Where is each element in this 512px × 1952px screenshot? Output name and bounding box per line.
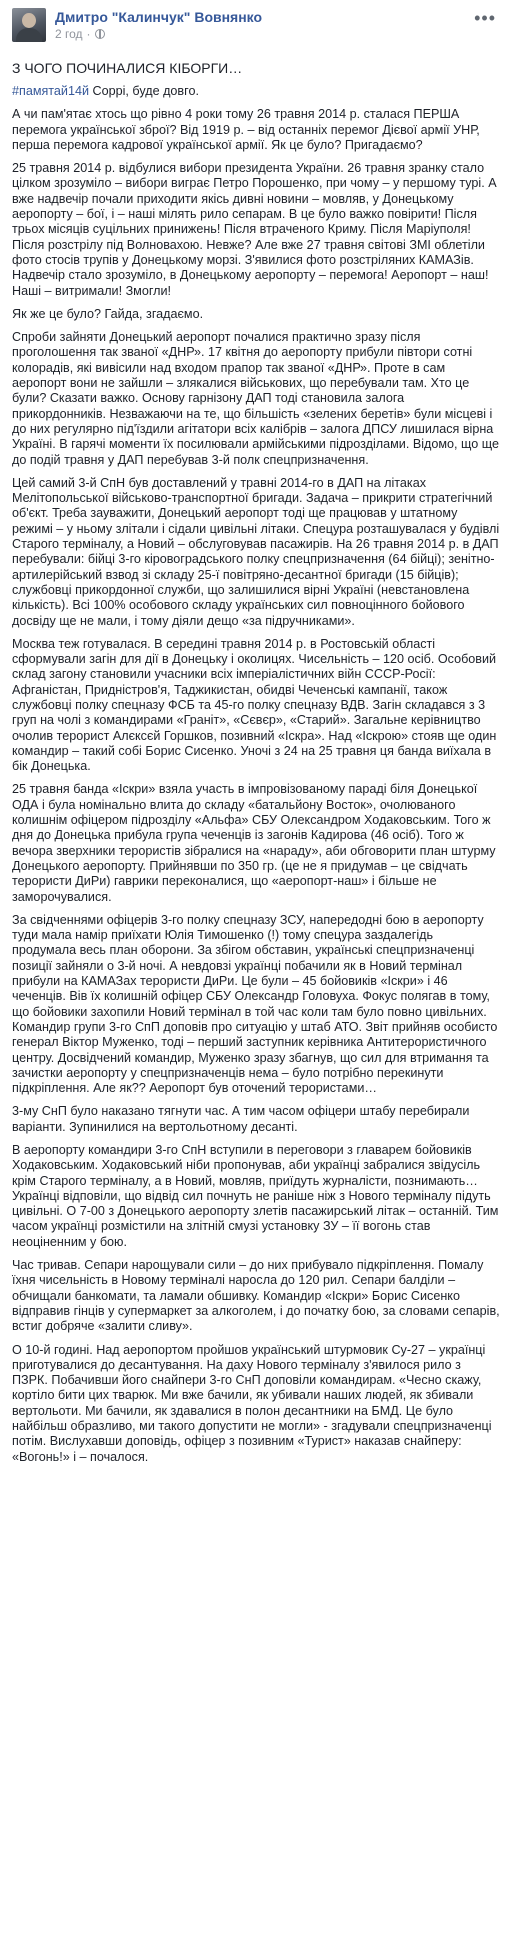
paragraph: О 10-й годині. Над аеропортом пройшов український штурмовик Су-27 – українці приготувалися до десантування. На даху Нового терміналу з'явилося рило з ПЗРК. Побачивши його снайпери 3-го СнП доповіли командирам. «Чесно скажу, кортіло бити цих тварюк. Ми вже бачили, як убивали наших людей, як збивали вертольоти. Ми бачили, як здавалися в полон десантники на БМД. Це було найбільш образливо, ми такого допустити не могли» - згадували спецпризначенці потім. Вислухавши доповідь, офіцер з позивним «Турист» наказав снайперу: «Вогонь!» і – почалося. [12, 1342, 492, 1464]
hashtag-link[interactable]: #памятай14й [12, 84, 90, 98]
post-body [12, 60, 500, 1465]
paragraph: За свідченнями офіцерів 3-го полку спецназу ЗСУ, напередодні бою в аеропорту туди мала намір приїхати Юлія Тимошенко (!) тому спецура заздалегідь продумала весь план оборони. За збігом обставин, українські спецпризначенці позиції зайняли о 3-й ночі. А невдовзі українці побачили як в Новий термінал прибули на КАМАЗах терористи ДиРи. Це були – 45 бойовиків «Іскри» і 46 чеченців. Вів їх колишній офіцер СБУ Олександр Головуха. Фокус полягав в тому, що бойовики захопили Новий термінал в той час коли там було повно цивільних. Командир групи 3-го СпП доповів про ситуацію у штаб АТО. Звіт прийняв особисто генерал Віктор Муженко, тоді – перший заступник керівника Антитерористичного центру. Досвідчений командир, Муженко зразу збагнув, що сил для втримання та зачистки аеропорту у спецпризначенців нема – було потрібно перекинути підкріплення. Але як?? Аеропорт був оточений терористами… [12, 912, 498, 1096]
paragraph: Як же це було? Гайда, згадаємо. [12, 306, 204, 321]
paragraph: Москва теж готувалася. В середині травня 2014 р. в Ростовській області сформували загін для дії в Донецьку і околицях. Чисельність – 120 осіб. Особовий склад загону становили учасники всіх імперіалістичних війн СССР-Росії: Афганістан, Придністров'я, Таджикистан, обидві Чеченські кампанії, також службовці полку спецназу ФСБ та 45-го полку спецназу ВДВ. Загін складався з 3 груп на чолі з командирами «Граніт», «Сєвєр», «Старий». Загальне керівництво очолив терорист Алєксєй Горшков, позивний «Іскра». Над «Іскрою» стояв ще один командир – такий собі Борис Сисенко. Уночі з 24 на 25 травня ця банда виїхала в бік Донецька. [12, 636, 497, 774]
paragraph: 25 травня банда «Іскри» взяла участь в імпровізованому параді біля Донецької ОДА і була номінально влита до складу «батальйону Восток», очолюваного колишнім офіцером підрозділу «Альфа» СБУ Олександром Ходаковським. Того ж дня до Донецька прибула група чеченців із загонів Кадирова (46 осіб). Того ж вечора зверхники терористів зібралися на «нараду», аби обговорити план штурму Донецького аеропорту. Прийнявши по 350 гр. (це не я придумав – це свідчать терористи ДиРи) гаврики переконалися, що «аеропорт-наш» і більше не заморочувалися. [12, 782, 496, 904]
author-avatar[interactable] [12, 8, 46, 42]
more-options-icon[interactable]: ••• [474, 8, 496, 28]
globe-icon [95, 29, 105, 39]
paragraph: А чи пам'ятає хтось що рівно 4 роки тому 26 травня 2014 р. сталася ПЕРША перемога української зброї? Від 1919 р. – від останніх перемог Дієвої армії УНР, перша перемога кадрової української армії. Як це було? Пригадаємо? [12, 107, 480, 152]
paragraph: 3-му СнП було наказано тягнути час. А тим часом офіцери штабу перебирали варіанти. Зупинилися на вертольотному десанті. [12, 1104, 470, 1134]
intro-text: Соррі, буде довго. [89, 84, 199, 98]
post-time-row: 2 год · [55, 26, 262, 42]
post-header [12, 8, 500, 48]
post-intro [12, 84, 500, 99]
paragraph: 25 травня 2014 р. відбулися вибори президента України. 26 травня зранку стало цілком зрозуміло – вибори виграє Петро Порошенко, при чому – у першому турі. А вже надвечір почали приходити якісь дивні новини – мовляв, у Донецькому аеропорту – бої, і – наші мілять рило сепарам. В це було важко повірити! Після трьох місяців суцільних принижень! Після втраченого Криму. Після Маріуполя! Після розстрілу під Волновахою. Невже? Але вже 27 травня світові ЗМІ облетіли фото стосів трупів у Донецькому морзі. З'явилися фото розстріляних КАМАЗів. Надвечір стало зрозуміло, в Донецькому аеропорту – перемога! Аеропорт – наш! Наші – витримали! Змогли! [12, 161, 497, 298]
paragraph: Час тривав. Сепари нарощували сили – до них прибувало підкріплення. Помалу їхня чисельність в Новому терміналі наросла до 120 рил. Сепари балділи – обчищали банкомати, та ламали обшивку. Командир «Іскри» Борис Сисенко відправив гінців у супермаркет за алкоголем, і до початку бою, за словами сепарів, встиг добряче «залити сливу». [12, 1258, 500, 1334]
paragraph: Спроби зайняти Донецький аеропорт почалися практично зразу після проголошення так званої «ДНР». 17 квітня до аеропорту прибули півтори сотні колорадів, які вивісили над входом прапор так званої «ДНР». Проте в сам аеропорт вони не зайшли – злякалися військових, що перебували там. Хто це були? Сказати важко. Основу гарнізону ДАП тоді становила залога прикордонників. Незважаючи на те, що більшість «зелених беретів» були місцеві і до них регулярно під'їздили агітатори всіх калібрів – залога ДПСУ лишилася вірна Україні. В гарячі моменти їх посилювали армійськими підрозділами. Відомо, що ще до подій травня у ДАП перебував 3-й полк спецпризначення. [12, 330, 499, 467]
post-title: З ЧОГО ПОЧИНАЛИСЯ КІБОРГИ… [12, 60, 243, 76]
paragraph: В аеропорту командири 3-го СпН вступили в переговори з главарем бойовиків Ходаковським. Ходаковський ніби пропонував, аби українці забралися звідусіль крім Старого терміналу, а в Новий, мовляв, приїдуть журналісти, познимають… Українці відповіли, що відвід сил почнуть не раніше ніж з Нового терміналу підуть цивільні. О 7-00 з Донецького аеропорту злетів пасажирський літак – останній. Тим часом українці розмістили на злітній смузі установку ЗУ – її вогонь став неоціненним у бою. [12, 1143, 499, 1249]
paragraph: Цей самий 3-й СпН був доставлений у травні 2014-го в ДАП на літаках Мелітопольської військово-транспортної бригади. Задача – прикрити стратегічний об'єкт. Треба зауважити, Донецький аеропорт тоді ще працював у штатному режимі – у ньому злітали і сідали цивільні літаки. Спецура розташувалася у будівлі Старого терміналу, а Новий – обслуговував пасажирів. На 26 травня 2014 р. в ДАП перебували: бійці 3-го кіровоградського полку спецпризначення (64 бійці); зенітно-артилерійський взвод зі складу 25-ї повітряно-десантної бригади (15 бійців); службовці прикордонної служби, що залишилися вірні Україні (невстановлена кількість). Всі 100% особового складу українських сил повноцінного бойового досвіду ще не мали, і тому діяли дещо «за підручниками». [12, 475, 500, 628]
author-name[interactable]: Дмитро "Калинчук" Вовнянко [55, 9, 263, 25]
post-time[interactable]: 2 год [55, 27, 83, 41]
post-meta [55, 8, 262, 42]
